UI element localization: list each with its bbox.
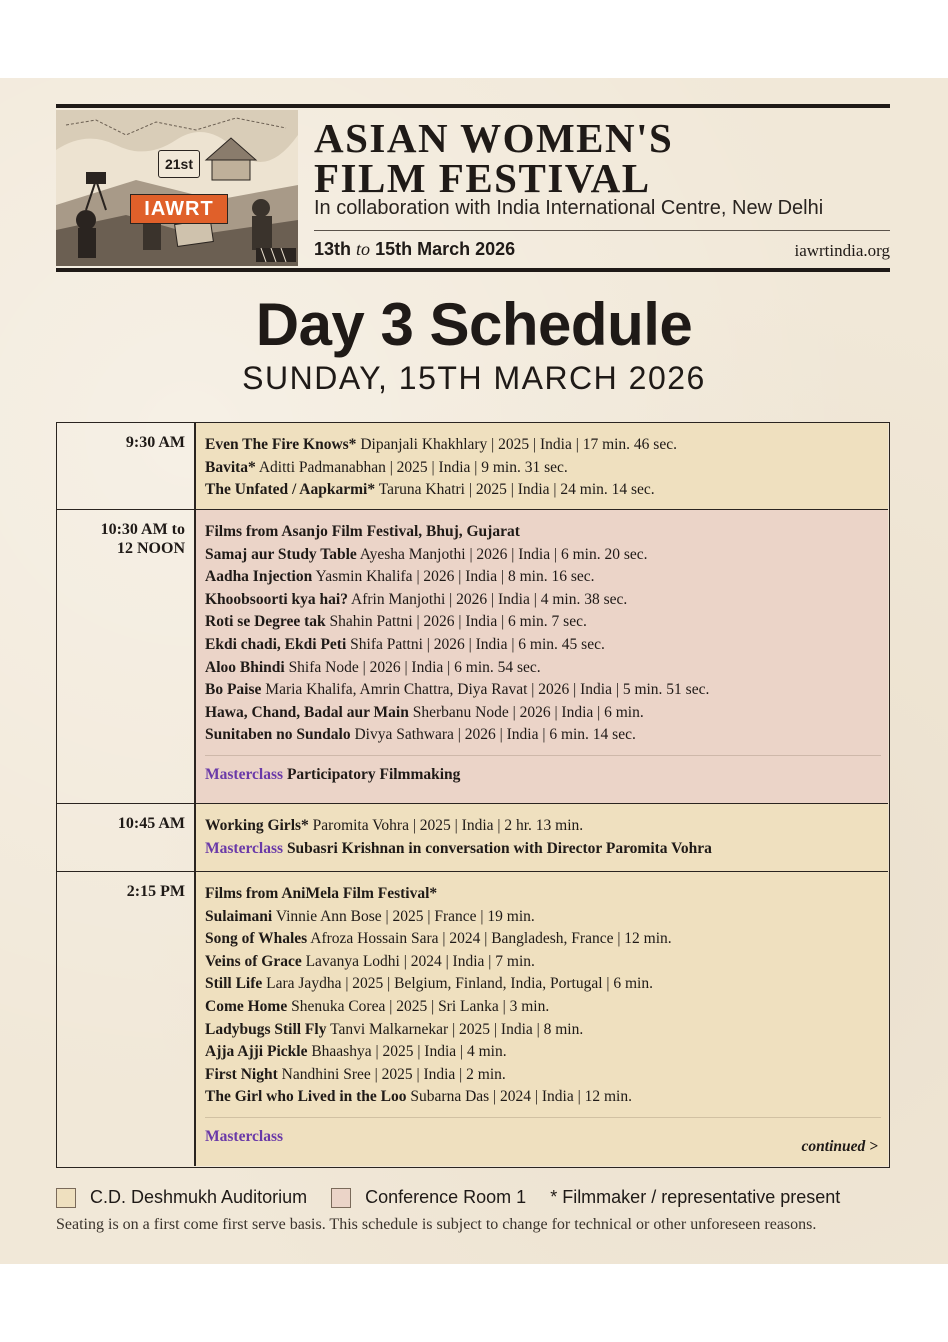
film-line <box>205 724 881 747</box>
film-title: Working Girls* <box>205 817 309 834</box>
iawrt-logo: IAWRT <box>130 194 228 224</box>
film-details: Afrin Manjothi | 2026 | India | 4 min. 38 sec. <box>351 590 628 608</box>
film-details: Tanvi Malkarnekar | 2025 | India | 8 min. <box>330 1020 584 1038</box>
slot-time-line1: 10:30 AM to <box>100 521 185 538</box>
slot-films <box>205 815 881 860</box>
festival-title-line1: ASIAN WOMEN'S <box>314 115 674 161</box>
film-title: Sunitaben no Sundalo <box>205 726 351 744</box>
schedule-row-0930 <box>57 423 888 510</box>
column-divider <box>194 804 196 871</box>
film-title: The Unfated / Aapkarmi* <box>205 481 376 499</box>
slot-time <box>61 520 185 558</box>
slot-time-line2: 12 NOON <box>117 540 185 557</box>
schedule-table <box>56 422 890 1168</box>
film-line <box>205 657 881 680</box>
film-line <box>205 434 881 457</box>
venue1-label: C.D. Deshmukh Auditorium <box>90 1187 308 1207</box>
column-divider <box>194 423 196 509</box>
slot-films <box>205 883 881 1149</box>
film-details: Divya Sathwara | 2026 | India | 6 min. 14 sec. <box>354 726 636 744</box>
program-heading: Films from AniMela Film Festival* <box>205 885 438 902</box>
film-title: Khoobsoorti kya hai? <box>205 590 348 608</box>
film-title: Still Life <box>205 975 263 993</box>
film-details: Subarna Das | 2024 | India | 12 min. <box>410 1088 632 1106</box>
film-line <box>205 611 881 634</box>
masterclass-divider <box>205 1117 881 1118</box>
masterclass-line <box>205 838 881 861</box>
film-title: Roti se Degree tak <box>205 613 326 631</box>
slot-time: 9:30 AM <box>125 434 185 451</box>
header-bottom-rule <box>56 268 890 272</box>
film-line <box>205 457 881 480</box>
festival-dates <box>314 239 515 260</box>
filmmaker-note: * Filmmaker / representative present <box>550 1187 841 1207</box>
film-details: Maria Khalifa, Amrin Chattra, Diya Ravat | 2026 | India | 5 min. 51 sec. <box>265 681 710 699</box>
film-details: Paromita Vohra | 2025 | India | 2 hr. 13 min. <box>312 817 584 834</box>
schedule-row-1030 <box>57 510 888 804</box>
header-divider <box>314 230 890 231</box>
film-title: Even The Fire Knows* <box>205 436 357 453</box>
dates-to: to <box>356 239 371 259</box>
film-details: Taruna Khatri | 2025 | India | 24 min. 14 sec. <box>378 481 655 499</box>
film-details: Shifa Node | 2026 | India | 6 min. 54 sec. <box>288 658 541 676</box>
venue2-swatch <box>331 1188 351 1208</box>
film-title: The Girl who Lived in the Loo <box>205 1088 407 1106</box>
film-details: Lara Jaydha | 2025 | Belgium, Finland, India, Portugal | 6 min. <box>266 975 653 993</box>
film-title: Hawa, Chand, Badal aur Main <box>205 703 409 721</box>
film-line <box>205 1064 881 1087</box>
film-line <box>205 996 881 1019</box>
schedule-row-1415 <box>57 872 888 1166</box>
film-details: Aditti Padmanabhan | 2025 | India | 9 min. 31 sec. <box>258 458 568 476</box>
film-details: Afroza Hossain Sara | 2024 | Bangladesh, France | 12 min. <box>310 930 672 948</box>
film-line <box>205 634 881 657</box>
film-details: Shahin Pattni | 2026 | India | 6 min. 7 sec. <box>329 613 587 631</box>
film-details: Vinnie Ann Bose | 2025 | France | 19 min. <box>275 907 535 925</box>
film-line <box>205 589 881 612</box>
page-title: Day 3 Schedule <box>255 291 693 358</box>
film-line <box>205 544 881 567</box>
festival-illustration <box>56 110 298 266</box>
slot-time: 2:15 PM <box>126 883 185 900</box>
film-title: Ajja Ajji Pickle <box>205 1043 308 1061</box>
venue1-swatch <box>56 1188 76 1208</box>
film-title: Come Home <box>205 997 288 1015</box>
seating-disclaimer: Seating is on a first come first serve basis. This schedule is subject to change for technical or other unforeseen reasons. <box>56 1216 817 1233</box>
film-details: Sherbanu Node | 2026 | India | 6 min. <box>412 703 644 721</box>
film-line <box>205 702 881 725</box>
slot-time: 10:45 AM <box>117 815 185 832</box>
film-line <box>205 1041 881 1064</box>
film-title: Veins of Grace <box>205 952 302 970</box>
masterclass-label: Masterclass <box>205 765 284 783</box>
festival-subtitle: In collaboration with India International Centre, New Delhi <box>314 197 824 219</box>
film-line <box>205 679 881 702</box>
film-details: Shenuka Corea | 2025 | Sri Lanka | 3 min. <box>291 997 550 1015</box>
column-divider <box>194 872 196 1166</box>
film-title: Ekdi chadi, Ekdi Peti <box>205 635 347 653</box>
film-line <box>205 1086 881 1109</box>
slot-films <box>205 521 881 787</box>
film-line <box>205 566 881 589</box>
film-line <box>205 951 881 974</box>
film-line <box>205 973 881 996</box>
film-title: Sulaimani <box>205 907 273 925</box>
program-heading: Films from Asanjo Film Festival, Bhuj, Gujarat <box>205 523 520 540</box>
masterclass-title: Subasri Krishnan in conversation with Director Paromita Vohra <box>286 839 712 857</box>
film-title: Aadha Injection <box>205 568 313 586</box>
schedule-row-1045 <box>57 804 888 872</box>
film-line <box>205 1019 881 1042</box>
masterclass-line <box>205 764 881 787</box>
dates-end: 15th March 2026 <box>375 239 516 259</box>
film-title: Song of Whales <box>205 930 308 948</box>
venue2-label: Conference Room 1 <box>365 1187 527 1207</box>
film-details: Shifa Pattni | 2026 | India | 6 min. 45 sec. <box>350 635 605 653</box>
film-line <box>205 479 881 502</box>
continued-label: continued > <box>801 1138 878 1155</box>
venue-legend <box>56 1187 840 1208</box>
film-details: Yasmin Khalifa | 2026 | India | 8 min. 16 sec. <box>315 568 595 586</box>
masterclass-title: Participatory Filmmaking <box>286 765 461 783</box>
film-details: Ayesha Manjothi | 2026 | India | 6 min. 20 sec. <box>359 545 648 563</box>
film-title: Ladybugs Still Fly <box>205 1020 327 1038</box>
film-details: Dipanjali Khakhlary | 2025 | India | 17 min. 46 sec. <box>360 436 677 453</box>
film-line <box>205 928 881 951</box>
edition-badge: 21st <box>158 150 200 178</box>
festival-illustration-art <box>56 110 298 266</box>
film-details: Bhaashya | 2025 | India | 4 min. <box>311 1043 507 1061</box>
masterclass-line <box>205 1126 881 1149</box>
festival-title <box>314 115 674 201</box>
film-title: First Night <box>205 1065 278 1083</box>
dates-start: 13th <box>314 239 352 259</box>
website-link[interactable]: iawrtindia.org <box>794 241 890 260</box>
masterclass-label: Masterclass <box>205 1127 284 1145</box>
column-divider <box>194 510 196 803</box>
film-line <box>205 906 881 929</box>
film-details: Lavanya Lodhi | 2024 | India | 7 min. <box>305 952 535 970</box>
header-top-rule <box>56 104 890 108</box>
festival-title-line2: FILM FESTIVAL <box>314 155 651 201</box>
film-line <box>205 815 881 838</box>
masterclass-label: Masterclass <box>205 839 284 857</box>
slot-films <box>205 434 881 502</box>
film-title: Bo Paise <box>205 681 262 699</box>
film-details: Nandhini Sree | 2025 | India | 2 min. <box>281 1065 506 1083</box>
page-date: SUNDAY, 15TH MARCH 2026 <box>242 360 706 396</box>
film-title: Aloo Bhindi <box>205 658 285 676</box>
film-title: Bavita* <box>205 458 256 476</box>
film-title: Samaj aur Study Table <box>205 545 357 563</box>
masterclass-divider <box>205 755 881 756</box>
